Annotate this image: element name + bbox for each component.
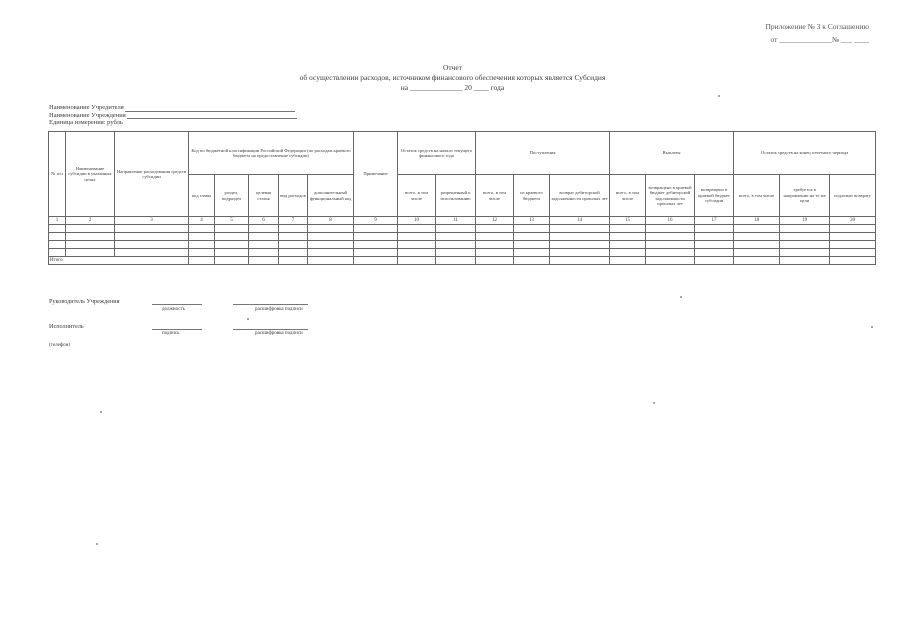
column-number-row	[49, 217, 876, 225]
table-cell	[780, 257, 830, 265]
title-line-2: об осуществлении расходов, источником финансового обеспечения которых является Субсидия	[299, 73, 606, 82]
table-cell	[610, 249, 646, 257]
column-number: 14	[550, 217, 610, 225]
table-cell	[354, 257, 398, 265]
scan-speck	[718, 95, 720, 97]
table-cell	[514, 241, 550, 249]
table-cell	[476, 241, 514, 249]
table-cell	[49, 233, 66, 241]
table-cell	[279, 257, 308, 265]
header-code-expense-type: вид расходов	[279, 175, 308, 217]
header-balance-start-total: всего, в том числе	[398, 175, 436, 217]
table-cell	[646, 225, 695, 233]
table-cell	[249, 233, 279, 241]
table-cell	[398, 241, 436, 249]
table-cell	[550, 249, 610, 257]
table-cell	[476, 249, 514, 257]
table-cell	[115, 225, 189, 233]
table-cell	[249, 249, 279, 257]
scan-speck	[100, 411, 102, 413]
table-cell	[514, 225, 550, 233]
header-code-chapter: код главы	[189, 175, 215, 217]
table-cell	[279, 225, 308, 233]
table-cell	[66, 249, 115, 257]
total-label: Итого	[49, 257, 189, 265]
column-number: 4	[189, 217, 215, 225]
appendix-note	[765, 20, 869, 46]
table-cell	[550, 233, 610, 241]
table-cell	[308, 233, 354, 241]
executor-decoding-line	[233, 329, 308, 330]
table-cell	[354, 225, 398, 233]
header-payments-subsidy-returned: возвращено в краевой бюджет субсидии	[695, 175, 734, 217]
table-cell	[115, 241, 189, 249]
header-receipts-regional: из краевого бюджета	[514, 175, 550, 217]
report-table	[48, 131, 876, 265]
table-cell	[830, 225, 876, 233]
header-direction: Направление расходования средств субсидии	[115, 132, 189, 217]
header-receipts-total: всего, в том числе	[476, 175, 514, 217]
appendix-line-2: от ______________№ ___ ____	[770, 35, 869, 44]
table-cell	[780, 241, 830, 249]
founder-row	[49, 104, 297, 112]
header-budget-code: Код по бюджетной классификации Российской Федерации (по расходам краевого бюджета на предоставление субсидии)	[189, 132, 354, 175]
table-cell	[354, 233, 398, 241]
header-payments-total: всего, в том числе	[610, 175, 646, 217]
header-code-section: раздел, подраздел	[215, 175, 249, 217]
table-cell	[646, 241, 695, 249]
table-row	[49, 249, 876, 257]
table-cell	[646, 249, 695, 257]
table-cell	[695, 241, 734, 249]
table-cell	[476, 225, 514, 233]
table-cell	[215, 249, 249, 257]
title-line-1: Отчет	[442, 63, 463, 72]
table-cell	[695, 257, 734, 265]
column-number: 12	[476, 217, 514, 225]
table-cell	[249, 257, 279, 265]
head-position-line	[152, 304, 202, 305]
report-meta	[49, 104, 297, 127]
scan-speck	[96, 543, 98, 545]
unit-label: Единица измерения: рубль	[49, 119, 123, 127]
total-row	[49, 257, 876, 265]
column-number: 16	[646, 217, 695, 225]
header-balance-start-allowed: разрешенный к использованию	[436, 175, 476, 217]
table-cell	[66, 241, 115, 249]
data-rows	[49, 225, 876, 257]
column-number: 8	[308, 217, 354, 225]
header-row-1	[49, 132, 876, 175]
table-cell	[646, 257, 695, 265]
table-cell	[734, 249, 780, 257]
table-cell	[830, 257, 876, 265]
scan-speck	[247, 318, 249, 320]
table-cell	[398, 257, 436, 265]
table-cell	[354, 241, 398, 249]
table-cell	[308, 225, 354, 233]
table-cell	[215, 257, 249, 265]
column-number: 10	[398, 217, 436, 225]
column-number: 7	[279, 217, 308, 225]
table-cell	[514, 249, 550, 257]
table-cell	[830, 233, 876, 241]
table-cell	[514, 233, 550, 241]
header-balance-end: Остаток средств на конец отчетного периода	[734, 132, 876, 175]
table-cell	[308, 257, 354, 265]
column-number: 13	[514, 217, 550, 225]
header-receipts-debt-return: возврат дебиторской задолженности прошлых лет	[550, 175, 610, 217]
table-cell	[189, 233, 215, 241]
header-note: Примечание	[354, 132, 398, 217]
table-cell	[308, 249, 354, 257]
head-position-caption: должность	[162, 307, 185, 312]
column-number: 15	[610, 217, 646, 225]
table-cell	[436, 241, 476, 249]
header-balance-end-return: подлежит возврату	[830, 175, 876, 217]
title-line-3: на ______________ 20 ____ года	[400, 83, 505, 92]
table-cell	[398, 249, 436, 257]
founder-label: Наименование Учредителя	[49, 104, 124, 111]
table-cell	[476, 233, 514, 241]
table-cell	[66, 233, 115, 241]
column-number: 2	[66, 217, 115, 225]
table-cell	[550, 241, 610, 249]
table-row	[49, 241, 876, 249]
table-cell	[249, 225, 279, 233]
table-cell	[830, 241, 876, 249]
founder-line	[125, 105, 295, 112]
table-cell	[780, 225, 830, 233]
column-number: 5	[215, 217, 249, 225]
phone-label: (телефон)	[49, 343, 70, 348]
executor-signature-caption: подпись	[162, 331, 180, 336]
table-cell	[279, 249, 308, 257]
table-cell	[780, 249, 830, 257]
table-row	[49, 225, 876, 233]
head-label: Руководитель Учреждения	[49, 298, 120, 305]
table-cell	[436, 257, 476, 265]
executor-signature-line	[152, 329, 202, 330]
table-cell	[115, 233, 189, 241]
table-cell	[398, 233, 436, 241]
table-cell	[610, 225, 646, 233]
header-subsidy-name: Наименование субсидии в указанных целях	[66, 132, 115, 217]
column-number: 19	[780, 217, 830, 225]
table-cell	[215, 241, 249, 249]
table-cell	[279, 241, 308, 249]
table-cell	[514, 257, 550, 265]
scan-speck	[871, 326, 873, 328]
column-number: 17	[695, 217, 734, 225]
executor-decoding-caption: расшифровка подписи	[255, 331, 303, 336]
table-cell	[49, 249, 66, 257]
table-cell	[734, 233, 780, 241]
table-cell	[279, 233, 308, 241]
table-cell	[354, 249, 398, 257]
table-cell	[308, 241, 354, 249]
table-cell	[115, 249, 189, 257]
column-number: 3	[115, 217, 189, 225]
table-cell	[734, 225, 780, 233]
table-cell	[695, 225, 734, 233]
header-code-functional: дополнительный функциональный код	[308, 175, 354, 217]
header-receipts: Поступления	[476, 132, 610, 175]
institution-row	[49, 112, 297, 120]
report-title	[0, 63, 905, 93]
table-cell	[436, 249, 476, 257]
column-number: 18	[734, 217, 780, 225]
appendix-line-1: Приложение № 3 к Соглашению	[765, 22, 869, 31]
table-cell	[189, 257, 215, 265]
column-number: 9	[354, 217, 398, 225]
unit-row	[49, 119, 297, 127]
header-balance-start: Остаток средств на начало текущего финансового года	[398, 132, 476, 175]
column-number: 20	[830, 217, 876, 225]
head-decoding-line	[233, 304, 308, 305]
column-number: 1	[49, 217, 66, 225]
table-cell	[66, 225, 115, 233]
table-cell	[249, 241, 279, 249]
table-cell	[550, 257, 610, 265]
table-cell	[436, 225, 476, 233]
table-cell	[550, 225, 610, 233]
header-code-article: целевая статья	[249, 175, 279, 217]
table-cell	[734, 241, 780, 249]
table-cell	[189, 241, 215, 249]
table-cell	[436, 233, 476, 241]
table-row	[49, 233, 876, 241]
table-cell	[189, 225, 215, 233]
executor-label: Исполнитель	[49, 323, 84, 330]
header-payments: Выплаты	[610, 132, 734, 175]
header-no: № п/п	[49, 132, 66, 217]
table-cell	[646, 233, 695, 241]
table-cell	[398, 225, 436, 233]
header-balance-end-required: требуется в направлении на те же цели	[780, 175, 830, 217]
table-cell	[610, 233, 646, 241]
table-cell	[830, 249, 876, 257]
table-cell	[610, 257, 646, 265]
scan-speck	[653, 402, 655, 404]
table-cell	[215, 233, 249, 241]
table-cell	[734, 257, 780, 265]
table-cell	[215, 225, 249, 233]
institution-line	[127, 112, 297, 119]
table-cell	[695, 233, 734, 241]
table-cell	[49, 225, 66, 233]
table-cell	[49, 241, 66, 249]
table-cell	[780, 233, 830, 241]
institution-label: Наименование Учреждения	[49, 111, 126, 119]
table-cell	[189, 249, 215, 257]
header-payments-debt-returned: возвращено в краевой бюджет дебиторской задолженности прошлых лет	[646, 175, 695, 217]
scan-speck	[680, 296, 682, 298]
table-cell	[610, 241, 646, 249]
table-cell	[695, 249, 734, 257]
table-cell	[476, 257, 514, 265]
head-decoding-caption: расшифровка подписи	[255, 307, 303, 312]
column-number: 6	[249, 217, 279, 225]
header-balance-end-total: всего, в том числе	[734, 175, 780, 217]
column-number: 11	[436, 217, 476, 225]
